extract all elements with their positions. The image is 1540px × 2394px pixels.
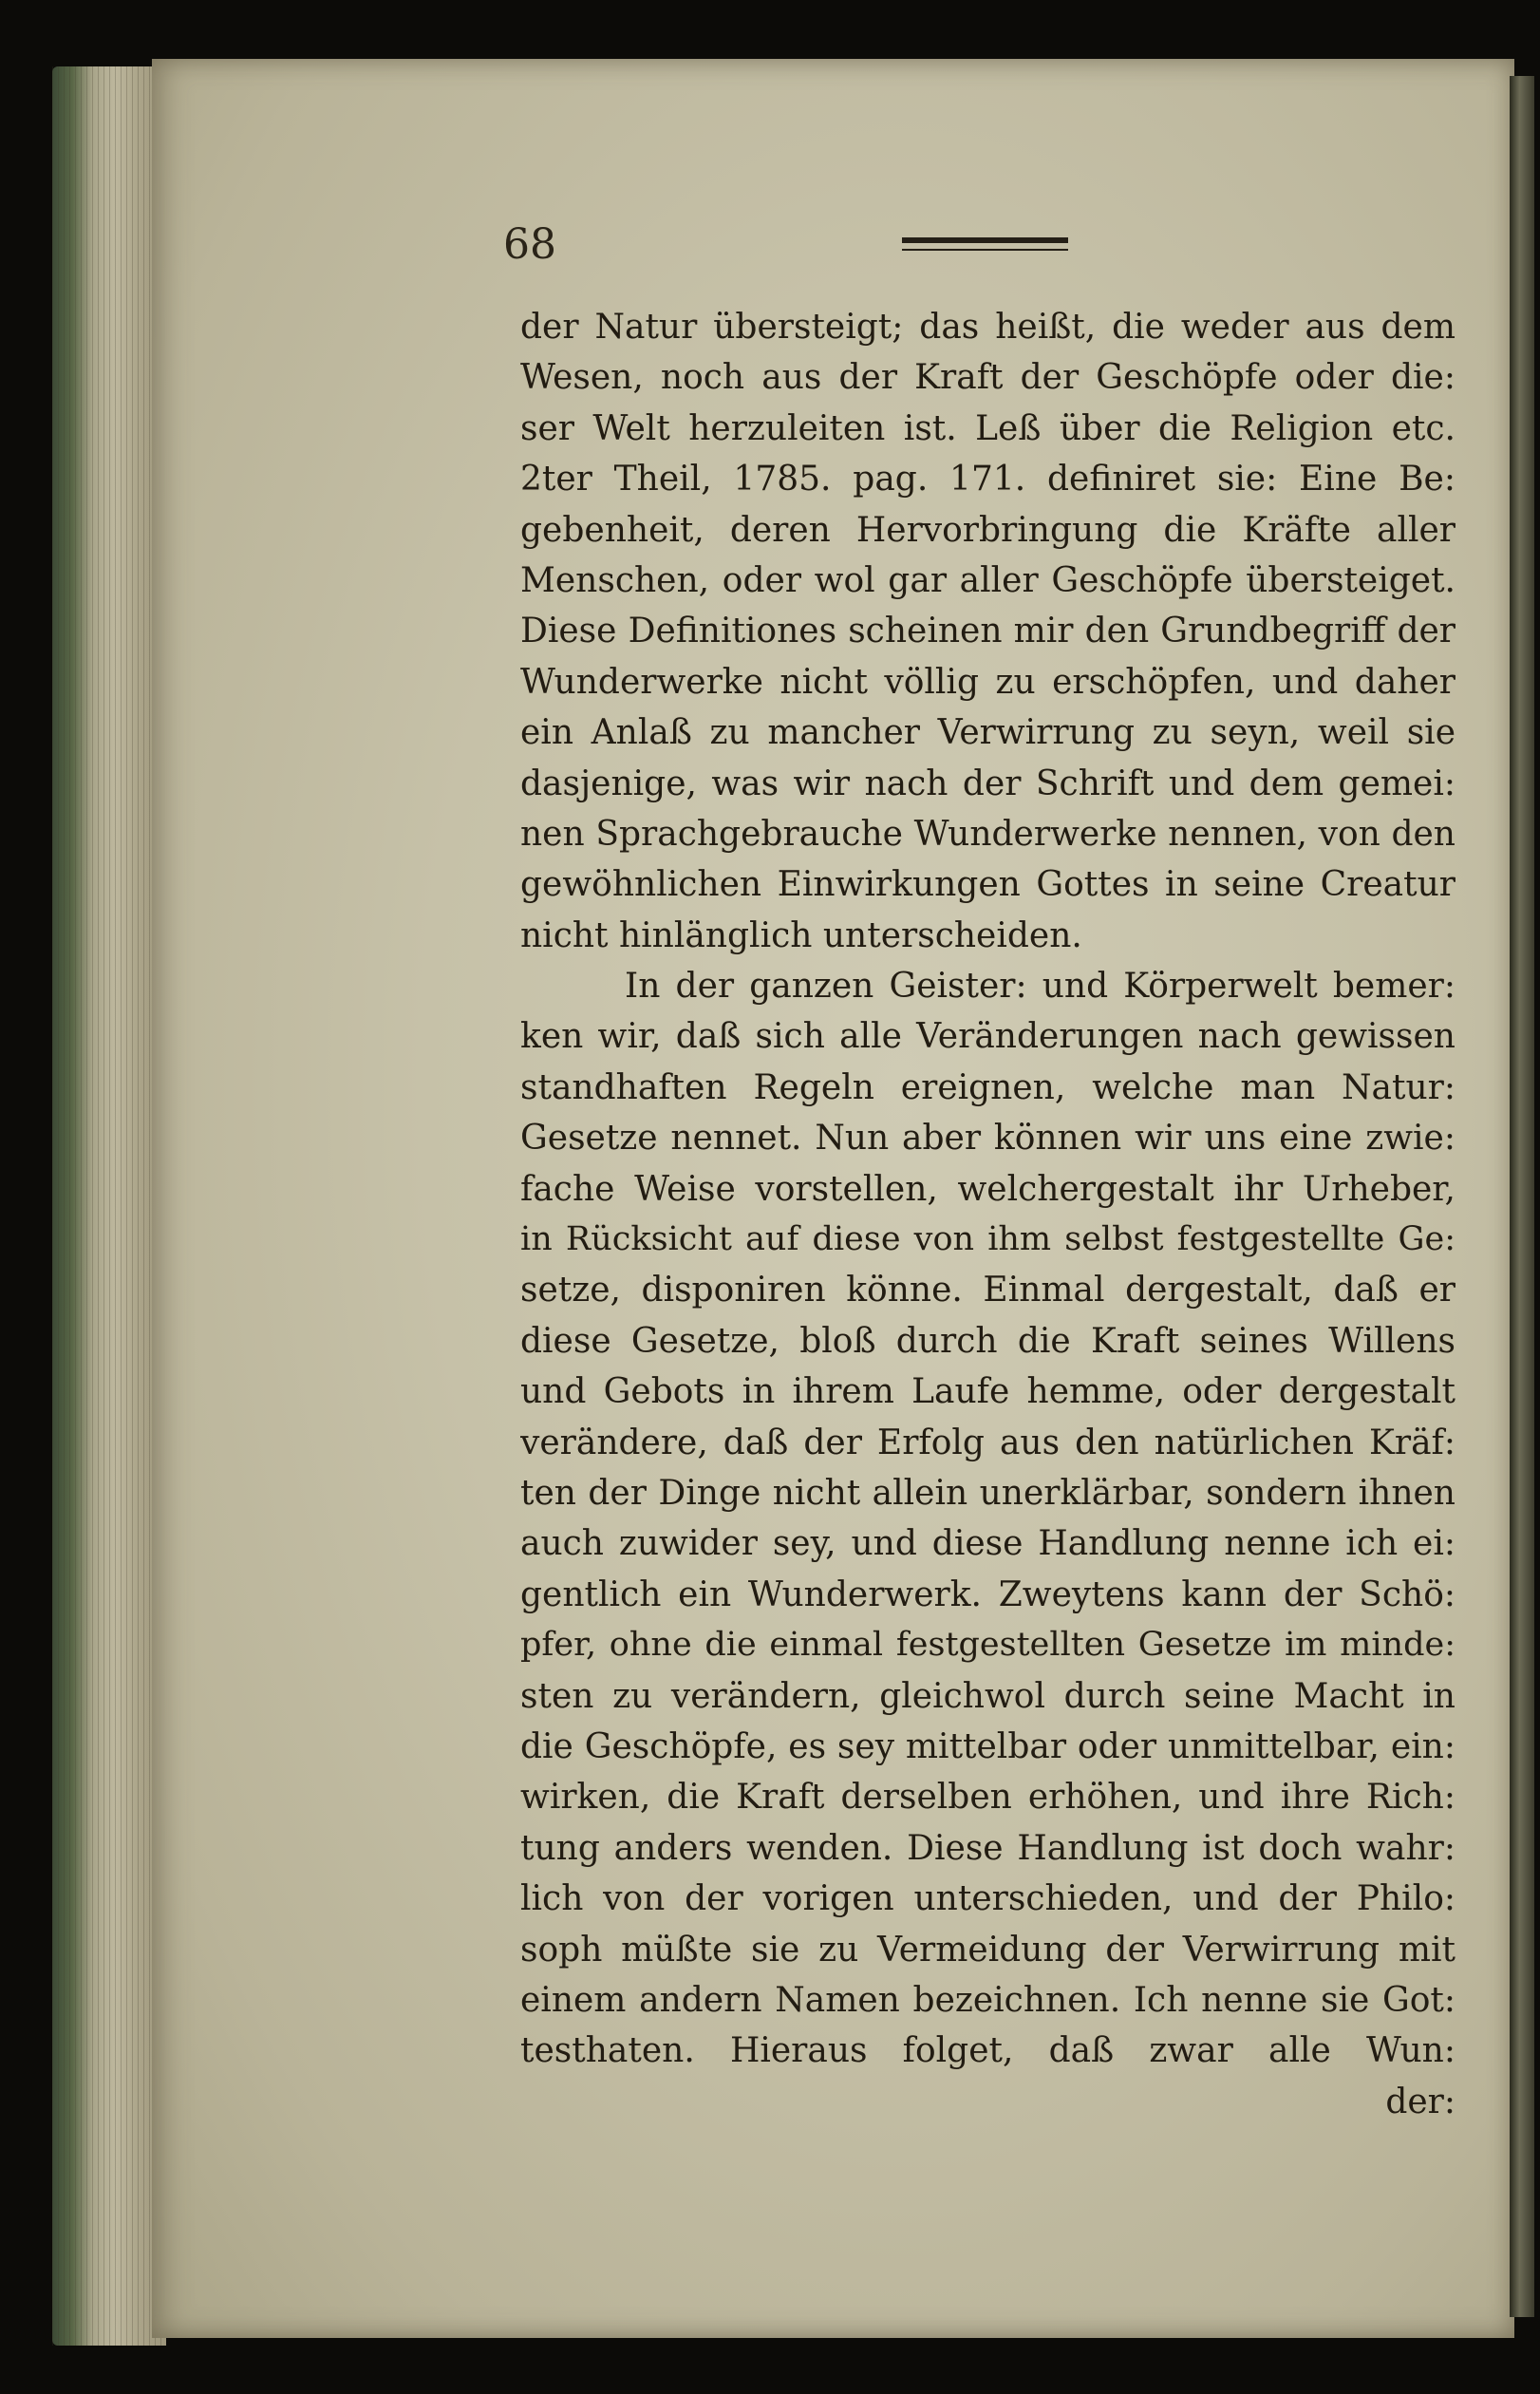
text-line: Gesetze nennet. Nun aber können wir uns eine zwie: xyxy=(520,1119,1455,1159)
text-line: Wesen, noch aus der Kraft der Geschöpfe oder die: xyxy=(520,358,1455,398)
text-line: nen Sprachgebrauche Wunderwerke nennen, von den xyxy=(520,814,1455,854)
text-line: ser Welt herzuleiten ist. Leß über die Religion etc. xyxy=(520,408,1455,448)
text-line: lich von der vorigen unterschieden, und der Philo: xyxy=(520,1879,1455,1919)
text-line: und Gebots in ihrem Laufe hemme, oder dergestalt xyxy=(520,1372,1455,1412)
text-line: der Natur übersteigt; das heißt, die weder aus dem xyxy=(520,308,1455,347)
text-line: soph müßte sie zu Vermeidung der Verwirrung mit xyxy=(520,1930,1455,1970)
page-header xyxy=(503,217,1472,273)
page-edges-left xyxy=(52,66,166,2346)
text-line: ein Anlaß zu mancher Verwirrung zu seyn, weil sie xyxy=(520,713,1455,753)
text-line: gewöhnlichen Einwirkungen Gottes in seine Creatur xyxy=(520,865,1455,905)
text-line: 2ter Theil, 1785. pag. 171. definiret sie: Eine Be: xyxy=(520,460,1455,500)
text-line: nicht hinlänglich unterscheiden. xyxy=(520,915,1082,955)
text-line: fache Weise vorstellen, welchergestalt ihr Urheber, xyxy=(520,1169,1455,1209)
text-line: gentlich ein Wunderwerk. Zweytens kann der Schö: xyxy=(520,1574,1455,1614)
text-line: gebenheit, deren Hervorbringung die Kräfte aller xyxy=(520,510,1455,550)
catchword: der: xyxy=(1385,2082,1455,2121)
text-line: sten zu verändern, gleichwol durch seine Macht in xyxy=(520,1676,1455,1716)
text-line: tung anders wenden. Diese Handlung ist doch wahr: xyxy=(520,1828,1455,1868)
text-line: In der ganzen Geister: und Körperwelt bemer: xyxy=(625,967,1455,1007)
header-rule xyxy=(902,237,1068,251)
text-line: Diese Definitiones scheinen mir den Grundbegriff der xyxy=(520,612,1455,651)
page-edge-right xyxy=(1510,76,1534,2317)
page-number: 68 xyxy=(503,220,556,269)
text-line: Wunderwerke nicht völlig zu erschöpfen, und daher xyxy=(520,662,1455,702)
text-line: setze, disponiren könne. Einmal dergestalt, daß er xyxy=(520,1271,1455,1310)
text-line: testhaten. Hieraus folget, daß zwar alle Wun: xyxy=(520,2031,1455,2071)
text-line: die Geschöpfe, es sey mittelbar oder unmittelbar, ein: xyxy=(520,1726,1455,1766)
text-line: ten der Dinge nicht allein unerklärbar, sondern ihnen xyxy=(520,1473,1455,1513)
text-line: einem andern Namen bezeichnen. Ich nenne sie Got: xyxy=(520,1980,1455,2020)
text-line: verändere, daß der Erfolg aus den natürlichen Kräf: xyxy=(520,1423,1455,1462)
text-line: standhaften Regeln ereignen, welche man Natur: xyxy=(520,1067,1455,1107)
text-line: ken wir, daß sich alle Veränderungen nach gewissen xyxy=(520,1017,1455,1057)
text-line: diese Gesetze, bloß durch die Kraft seines Willens xyxy=(520,1321,1455,1361)
text-line: in Rücksicht auf diese von ihm selbst festgestellte Ge: xyxy=(520,1220,1455,1259)
text-line: auch zuwider sey, und diese Handlung nenne ich ei: xyxy=(520,1524,1455,1564)
text-line: Menschen, oder wol gar aller Geschöpfe übersteiget. xyxy=(520,560,1455,600)
body-text xyxy=(520,302,1455,2127)
page-edge-lines xyxy=(52,66,166,2346)
text-line: wirken, die Kraft derselben erhöhen, und ihre Rich: xyxy=(520,1778,1455,1818)
text-line: dasjenige, was wir nach der Schrift und dem gemei: xyxy=(520,763,1455,803)
text-line: pfer, ohne die einmal festgestellten Gesetze im minde: xyxy=(520,1626,1455,1665)
